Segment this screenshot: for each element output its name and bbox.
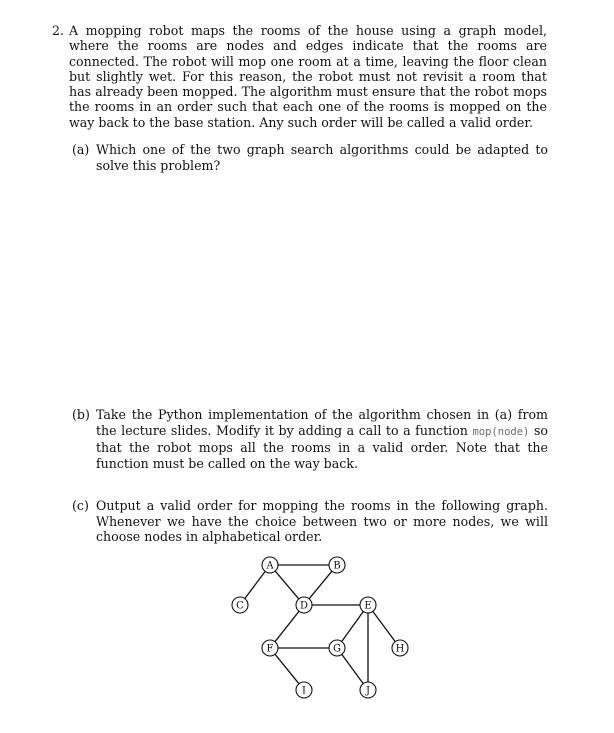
node-label: D [299, 600, 309, 612]
node-label: E [364, 600, 372, 612]
edge-F-I [275, 654, 299, 684]
node-H [392, 640, 408, 656]
graph-nodes [232, 557, 408, 698]
part-c-label: (c) [72, 498, 89, 513]
node-label: F [266, 643, 274, 655]
edge-G-J [342, 654, 363, 683]
part-b-label: (b) [72, 407, 90, 422]
node-C [232, 597, 248, 613]
node-G [329, 640, 345, 656]
part-a-label: (a) [72, 142, 90, 157]
edge-A-C [245, 571, 265, 598]
mop-function-code: mop(node) [472, 425, 530, 438]
node-label: C [236, 600, 244, 612]
question-number: 2. [52, 23, 65, 38]
node-F [262, 640, 278, 656]
edge-E-H [373, 611, 395, 641]
node-A [262, 557, 278, 573]
node-I [296, 682, 312, 698]
node-label: B [333, 560, 341, 572]
node-D [296, 597, 312, 613]
node-J [360, 682, 376, 698]
graph-edges [245, 565, 395, 684]
part-c-text: Output a valid order for mopping the rooms in the following graph. Whenever we have the choice between two or more nodes, we will choose nodes in alphabetical order. [96, 498, 548, 545]
question-text: A mopping robot maps the rooms of the house using a graph model, where the rooms are nodes and edges indicate that the rooms are connected. The robot will mop one room at a time, leaving the floor clean but slightly wet. For this reason, the robot must not revisit a room that has already been mopped. The algorithm must ensure that the robot mops the rooms in an order such that each one of the rooms is mopped on the way back to the base station. Any such order will be called a valid order. [69, 23, 547, 130]
node-label: G [333, 643, 341, 655]
node-label: I [302, 685, 306, 697]
edge-E-G [342, 612, 364, 642]
part-b-text-before: Take the Python implementation of the algorithm chosen in (a) from the lecture slides. Modify it by adding a call to a function [96, 407, 548, 438]
node-label: J [365, 685, 371, 697]
node-label: H [395, 643, 405, 655]
edge-B-D [309, 571, 332, 599]
node-B [329, 557, 345, 573]
part-b-text-after: so that the robot mops all the rooms in a valid order. Note that the function must be called on the way back. [96, 422, 548, 471]
node-E [360, 597, 376, 613]
edge-D-F [275, 611, 299, 641]
part-a-text: Which one of the two graph search algorithms could be adapted to solve this problem? [96, 142, 548, 173]
edge-A-D [275, 571, 299, 599]
node-label: A [266, 560, 274, 572]
